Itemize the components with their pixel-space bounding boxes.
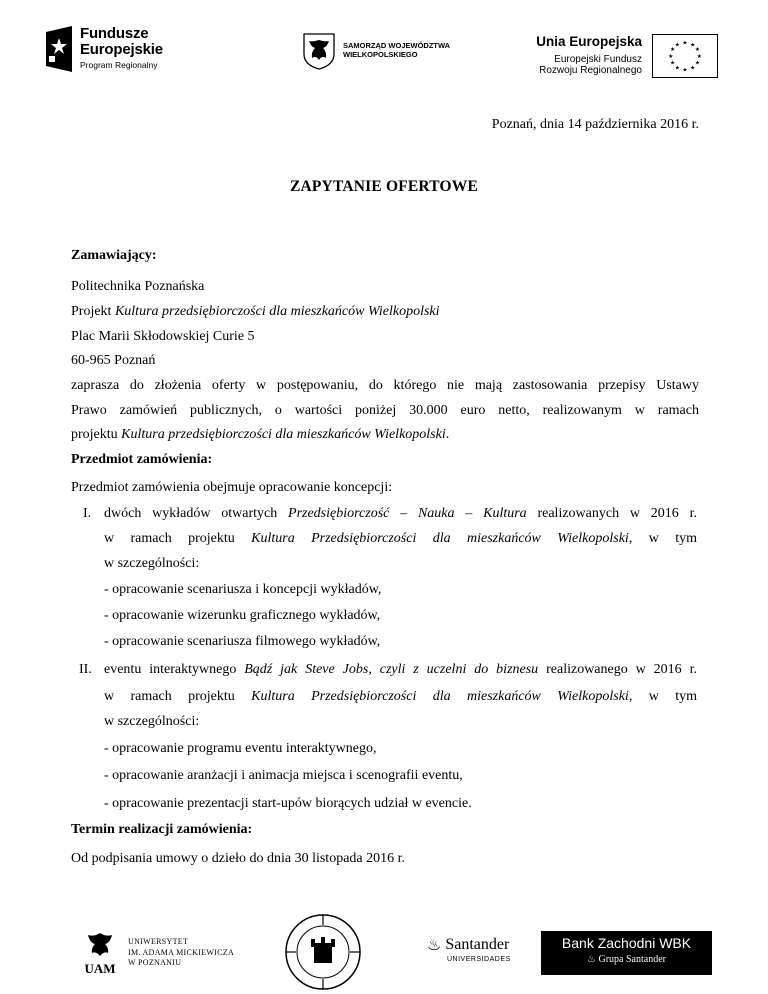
termin-text: Od podpisania umowy o dzieło do dnia 30 listopada 2016 r. — [71, 851, 406, 866]
svg-text:★: ★ — [670, 47, 676, 54]
svg-text:★: ★ — [682, 40, 688, 47]
item2-bullet: - opracowanie programu eventu interaktywnego, — [104, 741, 377, 756]
item1-l1-a: dwóch wykładów otwartych — [104, 506, 289, 521]
wlkp-line2: WIELKOPOLSKIEGO — [343, 50, 418, 59]
zamawiajacy-address1: Plac Marii Skłodowskiej Curie 5 — [71, 329, 255, 344]
header-logos — [0, 0, 768, 90]
item1-line1 — [104, 506, 697, 522]
document-date: Poznań, dnia 14 października 2016 r. — [491, 117, 699, 132]
politechnika-poznanska-seal-icon — [284, 913, 362, 991]
item1-l1-b: realizowanych w 2016 r. — [526, 506, 697, 521]
fundusze-europejskie-icon — [46, 26, 72, 72]
svg-text:★: ★ — [696, 53, 702, 60]
item2-bullet: - opracowanie aranżacji i animacja miejsca i scenografii eventu, — [104, 768, 463, 783]
item2-line2 — [104, 689, 697, 705]
termin-heading: Termin realizacji zamówienia: — [71, 822, 253, 837]
footer-logos — [0, 905, 768, 994]
samorzad-wielkopolski-logo — [301, 32, 450, 70]
invite-l3-prefix: projektu — [71, 427, 122, 442]
invite-line1: zaprasza do złożenia oferty w postępowaniu, do którego nie mają zastosowania przepisy Ustawy — [71, 378, 699, 393]
bzwbk-line1: Bank Zachodni WBK — [561, 935, 692, 951]
item1-number: I. — [83, 506, 92, 521]
bank-zachodni-wbk-logo — [541, 931, 712, 975]
zamawiajacy-project — [71, 304, 440, 320]
item1-bullet: - opracowanie scenariusza i koncepcji wykładów, — [104, 582, 382, 597]
item2-l2-italic: Kultura Przedsiębiorczości dla mieszkańców Wielkopolski, — [251, 689, 633, 704]
item1-line2 — [104, 531, 697, 547]
fe-line3: Program Regionalny — [80, 60, 158, 70]
item2-l1-italic: Bądź jak Steve Jobs, czyli z uczelni do biznesu — [244, 662, 539, 677]
project-name: Kultura przedsiębiorczości dla mieszkańców Wielkopolski — [114, 304, 440, 319]
santander-universidades-logo — [427, 935, 511, 963]
invite-line3 — [71, 427, 449, 443]
uam-line3: W POZNANIU — [128, 958, 182, 968]
invite-l3-project: Kultura przedsiębiorczości dla mieszkańców Wielkopolski — [121, 427, 446, 442]
svg-text:★: ★ — [674, 65, 680, 72]
przedmiot-intro: Przedmiot zamówienia obejmuje opracowanie koncepcji: — [71, 480, 393, 495]
przedmiot-heading: Przedmiot zamówienia: — [71, 452, 213, 467]
item1-l2-italic: Kultura Przedsiębiorczości dla mieszkańców Wielkopolski — [251, 531, 629, 546]
zamawiajacy-address2: 60-965 Poznań — [71, 353, 156, 368]
svg-text:★: ★ — [670, 60, 676, 67]
svg-text:★: ★ — [674, 42, 680, 49]
item2-l2-a: w ramach projektu — [104, 689, 252, 704]
eagle-shield-icon — [301, 32, 337, 70]
ue-line2: Europejski Fundusz — [554, 53, 642, 65]
santander-flame-icon: ♨ — [587, 954, 596, 965]
item2-l1-a: eventu interaktywnego — [104, 662, 245, 677]
svg-text:★: ★ — [694, 60, 700, 67]
santander-sub: UNIVERSIDADES — [447, 956, 511, 963]
item2-bullet: - opracowanie prezentacji start-upów biorących udział w evencie. — [104, 796, 472, 811]
invite-line2: Prawo zamówień publicznych, o wartości poniżej 30.000 euro netto, realizowanym w ramach — [71, 403, 699, 418]
item1-bullet: - opracowanie scenariusza filmowego wykładów, — [104, 634, 381, 649]
svg-text:★: ★ — [682, 67, 688, 74]
zamawiajacy-org: Politechnika Poznańska — [71, 279, 205, 294]
fundusze-europejskie-logo — [46, 26, 163, 72]
santander-name: Santander — [445, 936, 510, 953]
item1-l2-a: w ramach projektu — [104, 531, 252, 546]
svg-text:★: ★ — [694, 47, 700, 54]
uam-logo — [80, 931, 234, 975]
item2-line3: w szczególności: — [104, 714, 200, 729]
svg-text:★: ★ — [690, 42, 696, 49]
unia-europejska-logo — [536, 34, 718, 78]
svg-text:★: ★ — [690, 65, 696, 72]
fe-line2: Europejskie — [80, 41, 163, 58]
item1-l2-b: , w tym — [628, 531, 697, 546]
fe-line1: Fundusze — [80, 25, 149, 42]
item2-number: II. — [79, 662, 92, 677]
wlkp-line1: SAMORZĄD WOJEWÓDZTWA — [343, 41, 451, 51]
ue-line3: Rozwoju Regionalnego — [539, 65, 642, 77]
uam-line2: IM. ADAMA MICKIEWICZA — [128, 947, 235, 957]
item2-l1-b: realizowanego w 2016 r. — [538, 662, 697, 677]
bzwbk-line2 — [541, 954, 712, 965]
item1-l1-italic: Przedsiębiorczość – Nauka – Kultura — [288, 506, 527, 521]
uam-line1: UNIWERSYTET — [128, 937, 189, 947]
invite-l3-suffix: . — [445, 427, 450, 442]
project-prefix: Projekt — [71, 304, 115, 319]
item2-line1 — [104, 662, 697, 678]
bzwbk-line2-text: Grupa Santander — [598, 954, 666, 965]
zamawiajacy-heading: Zamawiający: — [71, 248, 157, 263]
uam-mark-text: UAM — [84, 961, 116, 975]
santander-flame-icon: ♨ — [427, 937, 442, 954]
item2-l2-b: w tym — [632, 689, 697, 704]
item1-bullet: - opracowanie wizerunku graficznego wykładów, — [104, 608, 381, 623]
item1-line3: w szczególności: — [104, 556, 200, 571]
uam-eagle-icon — [80, 931, 120, 975]
svg-text:★: ★ — [668, 53, 674, 60]
document-title: ZAPYTANIE OFERTOWE — [289, 178, 479, 195]
eu-flag-icon — [652, 34, 718, 78]
ue-line1: Unia Europejska — [536, 34, 642, 49]
